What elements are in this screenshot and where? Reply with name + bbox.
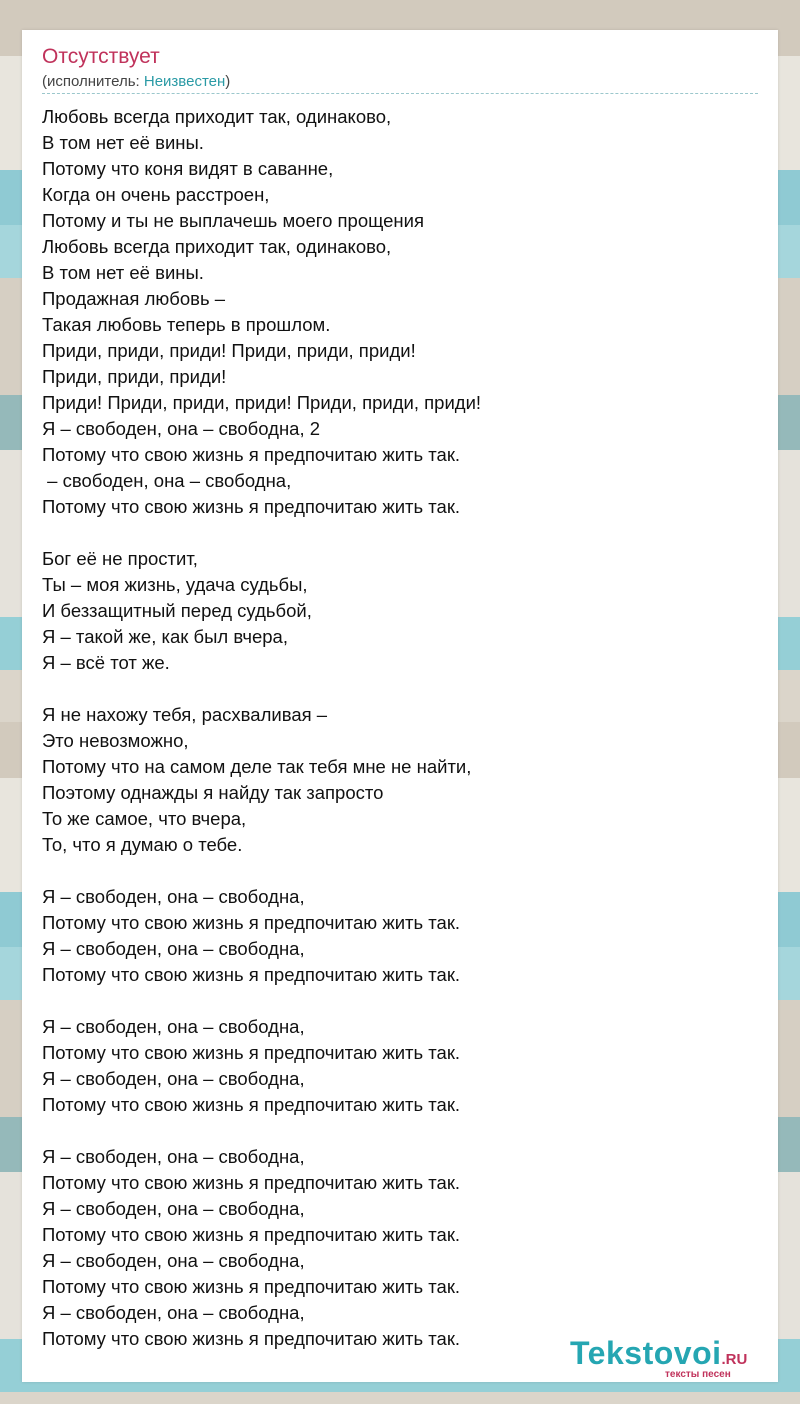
lyric-line (42, 676, 762, 702)
lyric-line: Я – свободен, она – свободна, 2 (42, 418, 321, 439)
lyrics-card (22, 30, 778, 1382)
lyric-line: Любовь всегда приходит так, одинаково, (42, 236, 392, 257)
lyric-line: Потому что свою жизнь я предпочитаю жить так. (42, 1172, 461, 1193)
lyric-line: Потому что свою жизнь я предпочитаю жить так. (42, 496, 461, 517)
lyric-line: Я – такой же, как был вчера, (42, 626, 288, 647)
lyric-line: Потому что свою жизнь я предпочитаю жить так. (42, 1328, 461, 1349)
lyric-line: Я – свободен, она – свободна, (42, 1146, 305, 1167)
lyric-line: Поэтому однажды я найду так запросто (42, 782, 384, 803)
lyric-line: Приди! Приди, приди, приди! Приди, приди, приди! (42, 392, 482, 413)
lyric-line: Я – свободен, она – свободна, (42, 1250, 305, 1271)
lyric-line: Я – всё тот же. (42, 652, 170, 673)
site-logo[interactable] (570, 1335, 780, 1381)
lyric-line (42, 858, 762, 884)
lyric-line: Это невозможно, (42, 730, 189, 751)
performer-prefix: (исполнитель: (42, 73, 144, 90)
lyric-line: Бог её не простит, (42, 548, 198, 569)
lyric-line: Приди, приди, приди! (42, 366, 227, 387)
lyric-line: – свободен, она – свободна, (42, 470, 292, 491)
lyric-line: То, что я думаю о тебе. (42, 834, 243, 855)
lyric-line: Такая любовь теперь в прошлом. (42, 314, 331, 335)
lyric-line: И беззащитный перед судьбой, (42, 600, 312, 621)
title-divider (42, 93, 758, 94)
lyric-line: То же самое, что вчера, (42, 808, 247, 829)
song-title: Отсутствует (42, 45, 160, 68)
lyric-line: Потому что свою жизнь я предпочитаю жить так. (42, 444, 461, 465)
lyric-line: Потому что свою жизнь я предпочитаю жить так. (42, 1224, 461, 1245)
lyric-line: Потому и ты не выплачешь моего прощения (42, 210, 424, 231)
lyrics-text (42, 104, 762, 1352)
lyric-line: Я – свободен, она – свободна, (42, 938, 305, 959)
lyric-line: Я – свободен, она – свободна, (42, 886, 305, 907)
logo-tagline: тексты песен (665, 1369, 731, 1380)
lyric-line: В том нет её вины. (42, 262, 204, 283)
lyric-line: Продажная любовь – (42, 288, 226, 309)
lyric-line: Потому что свою жизнь я предпочитаю жить так. (42, 1094, 461, 1115)
lyric-line: Ты – моя жизнь, удача судьбы, (42, 574, 308, 595)
lyric-line: Потому что на самом деле так тебя мне не найти, (42, 756, 472, 777)
lyric-line: Потому что свою жизнь я предпочитаю жить так. (42, 1276, 461, 1297)
lyric-line (42, 1118, 762, 1144)
lyric-line: Я – свободен, она – свободна, (42, 1068, 305, 1089)
lyric-line: Потому что коня видят в саванне, (42, 158, 334, 179)
lyric-line: В том нет её вины. (42, 132, 204, 153)
lyric-line: Потому что свою жизнь я предпочитаю жить так. (42, 912, 461, 933)
lyric-line (42, 988, 762, 1014)
lyric-line: Я не нахожу тебя, расхваливая – (42, 704, 328, 725)
lyric-line: Я – свободен, она – свободна, (42, 1016, 305, 1037)
logo-tld: .RU (721, 1351, 748, 1368)
lyric-line: Потому что свою жизнь я предпочитаю жить так. (42, 964, 461, 985)
logo-main-text: Tekstovoi (570, 1335, 722, 1371)
lyric-line: Потому что свою жизнь я предпочитаю жить так. (42, 1042, 461, 1063)
performer-link[interactable]: Неизвестен (143, 73, 226, 90)
lyric-line: Приди, приди, приди! Приди, приди, приди! (42, 340, 416, 361)
performer-suffix: ) (225, 73, 231, 90)
lyric-line: Я – свободен, она – свободна, (42, 1198, 305, 1219)
performer-line (42, 72, 230, 92)
lyric-line: Любовь всегда приходит так, одинаково, (42, 106, 392, 127)
lyric-line: Когда он очень расстроен, (42, 184, 270, 205)
lyric-line (42, 520, 762, 546)
lyric-line: Я – свободен, она – свободна, (42, 1302, 305, 1323)
